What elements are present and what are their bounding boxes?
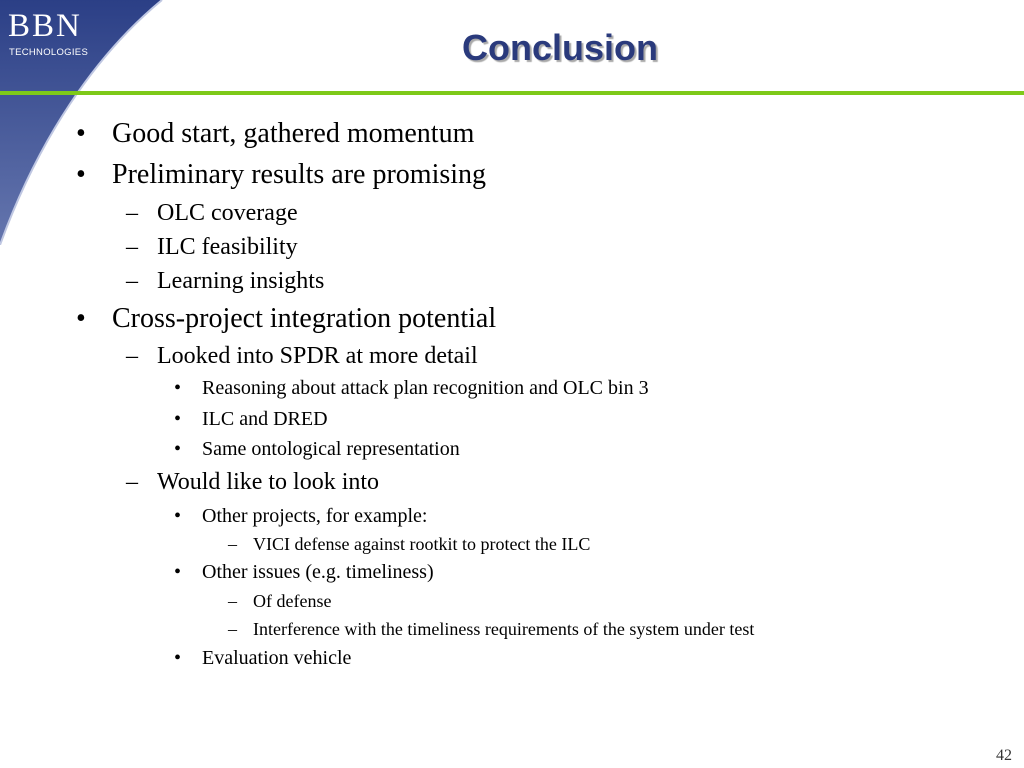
bullet-text: Reasoning about attack plan recognition and OLC bin 3 (202, 377, 649, 399)
bullet-marker: – (126, 234, 138, 260)
bullet-marker: • (174, 438, 182, 460)
bullet-text: OLC coverage (157, 200, 298, 226)
page-number: 42 (996, 747, 1012, 764)
bullet-text: Cross-project integration potential (112, 303, 497, 334)
bullet-marker: – (126, 343, 138, 369)
bbn-logo (8, 8, 108, 60)
bullet-marker: – (126, 200, 138, 226)
bullet-text: Learning insights (157, 268, 325, 294)
logo-wordmark: BBN (8, 8, 82, 44)
bullet-marker: – (126, 268, 138, 294)
bullet-marker: – (126, 469, 138, 495)
bullet-marker: • (174, 505, 182, 527)
bullet-text: Same ontological representation (202, 438, 460, 460)
bullet-marker: • (76, 159, 86, 190)
bullet-text: Interference with the timeliness requirements of the system under test (253, 619, 755, 639)
bullet-marker: • (174, 647, 182, 669)
slide-title: Conclusion (462, 27, 658, 68)
bullet-text: Looked into SPDR at more detail (157, 343, 478, 369)
bullet-marker: • (174, 377, 182, 399)
bullet-marker: – (228, 619, 237, 639)
bullet-marker: – (228, 591, 237, 611)
bullet-text: VICI defense against rootkit to protect the ILC (253, 534, 591, 554)
bullet-marker: – (228, 534, 237, 554)
bullet-marker: • (76, 118, 86, 149)
bullet-marker: • (174, 408, 182, 430)
bullet-text: Evaluation vehicle (202, 647, 352, 669)
bullet-marker: • (76, 303, 86, 334)
bullet-text: Other issues (e.g. timeliness) (202, 561, 434, 583)
logo-subtitle: TECHNOLOGIES (9, 47, 89, 58)
bullet-text: Would like to look into (157, 469, 380, 495)
bullet-text: Preliminary results are promising (112, 159, 487, 190)
bullet-text: Of defense (253, 591, 332, 611)
bullet-text: Other projects, for example: (202, 505, 428, 527)
bullet-marker: • (174, 561, 182, 583)
title-divider (0, 91, 1024, 95)
bullet-text: Good start, gathered momentum (112, 118, 475, 149)
bullet-text: ILC and DRED (202, 408, 328, 430)
bullet-text: ILC feasibility (157, 234, 298, 260)
